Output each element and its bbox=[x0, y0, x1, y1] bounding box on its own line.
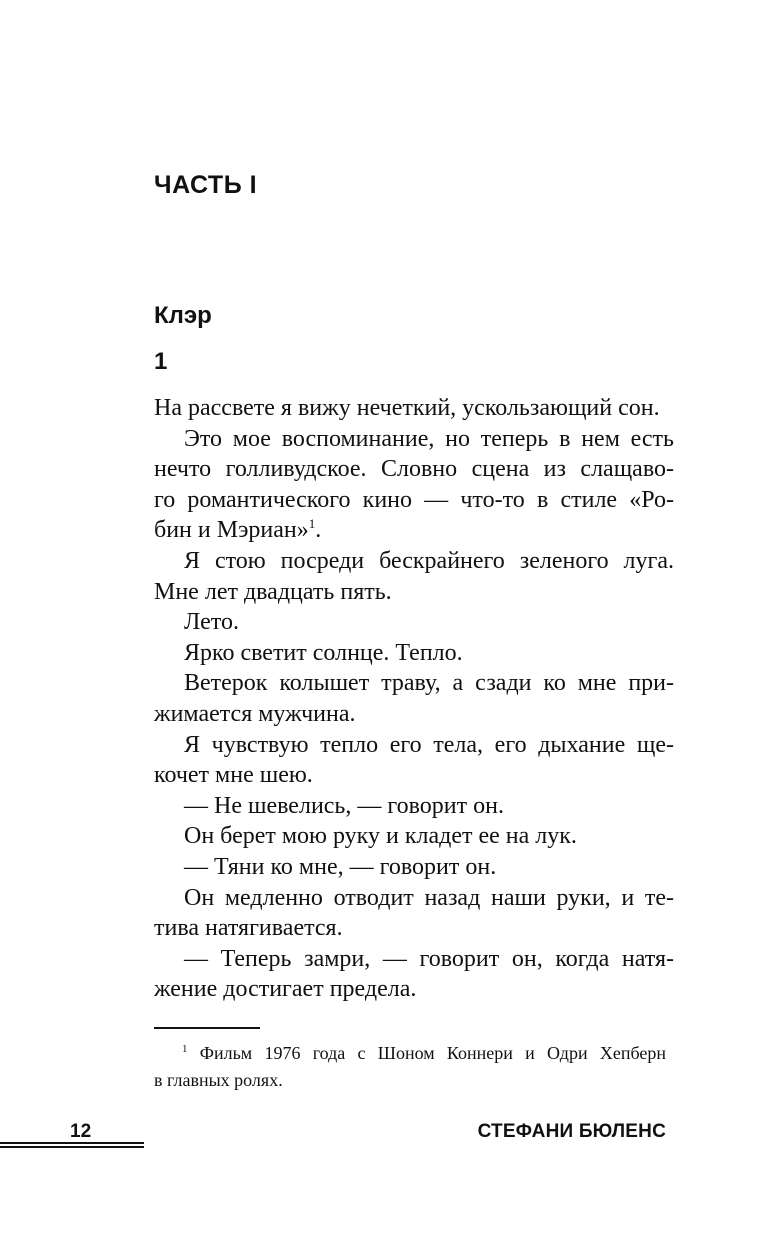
text-line: тива натягивается. bbox=[154, 915, 343, 942]
text-line: кочет мне шею. bbox=[154, 762, 313, 789]
text-fragment: бин и Мэриан» bbox=[154, 517, 309, 544]
text-line: Я стою посреди бескрайнего зеленого луга. bbox=[184, 547, 674, 574]
page-number: 12 bbox=[70, 1121, 92, 1142]
text-line: Это мое воспоминание, но теперь в нем есть bbox=[184, 425, 674, 452]
body-text bbox=[154, 393, 674, 1005]
text-line: Он медленно отводит назад наши руки, и те- bbox=[184, 884, 674, 911]
text-line: — Тяни ко мне, — говорит он. bbox=[184, 853, 497, 880]
text-line: Ветерок колышет траву, а сзади ко мне при- bbox=[184, 670, 674, 697]
text-line: жимается мужчина. bbox=[154, 700, 356, 727]
text-line: го романтического кино — что-то в стиле «Ро- bbox=[154, 486, 674, 513]
chapter-title: Клэр bbox=[154, 302, 212, 329]
text-line: Ярко светит солнце. Тепло. bbox=[184, 639, 463, 666]
footnote-line: в главных ролях. bbox=[154, 1070, 283, 1090]
text-line: Он берет мою руку и кладет ее на лук. bbox=[184, 823, 577, 850]
footnote-text: Фильм 1976 года с Шоном Коннери и Одри Хепберн bbox=[199, 1043, 666, 1063]
footnote-marker: 1 bbox=[182, 1043, 188, 1055]
text-line: — Не шевелись, — говорит он. bbox=[184, 792, 504, 819]
footnote-reference: 1 bbox=[308, 516, 316, 532]
running-head: СТЕФАНИ БЮЛЕНС bbox=[477, 1121, 666, 1142]
chapter-number: 1 bbox=[154, 348, 168, 375]
folio-rule bbox=[0, 1142, 144, 1144]
text-line: — Теперь замри, — говорит он, когда натя- bbox=[184, 945, 674, 972]
text-line: жение достигает предела. bbox=[154, 976, 417, 1003]
text-line: На рассвете я вижу нечеткий, ускользающий сон. bbox=[154, 395, 660, 421]
part-title: ЧАСТЬ I bbox=[154, 171, 258, 199]
folio-rule bbox=[0, 1146, 144, 1148]
footnote-divider bbox=[154, 1027, 260, 1029]
footnote bbox=[154, 1040, 666, 1094]
text-line: нечто голливудское. Словно сцена из слащаво- bbox=[154, 456, 674, 483]
text-line bbox=[154, 515, 674, 546]
text-line: Лето. bbox=[184, 609, 239, 636]
text-line: Я чувствую тепло его тела, его дыхание ще- bbox=[184, 731, 674, 758]
text-line: Мне лет двадцать пять. bbox=[154, 578, 392, 605]
footnote-line bbox=[154, 1040, 666, 1067]
text-fragment: . bbox=[315, 517, 322, 544]
